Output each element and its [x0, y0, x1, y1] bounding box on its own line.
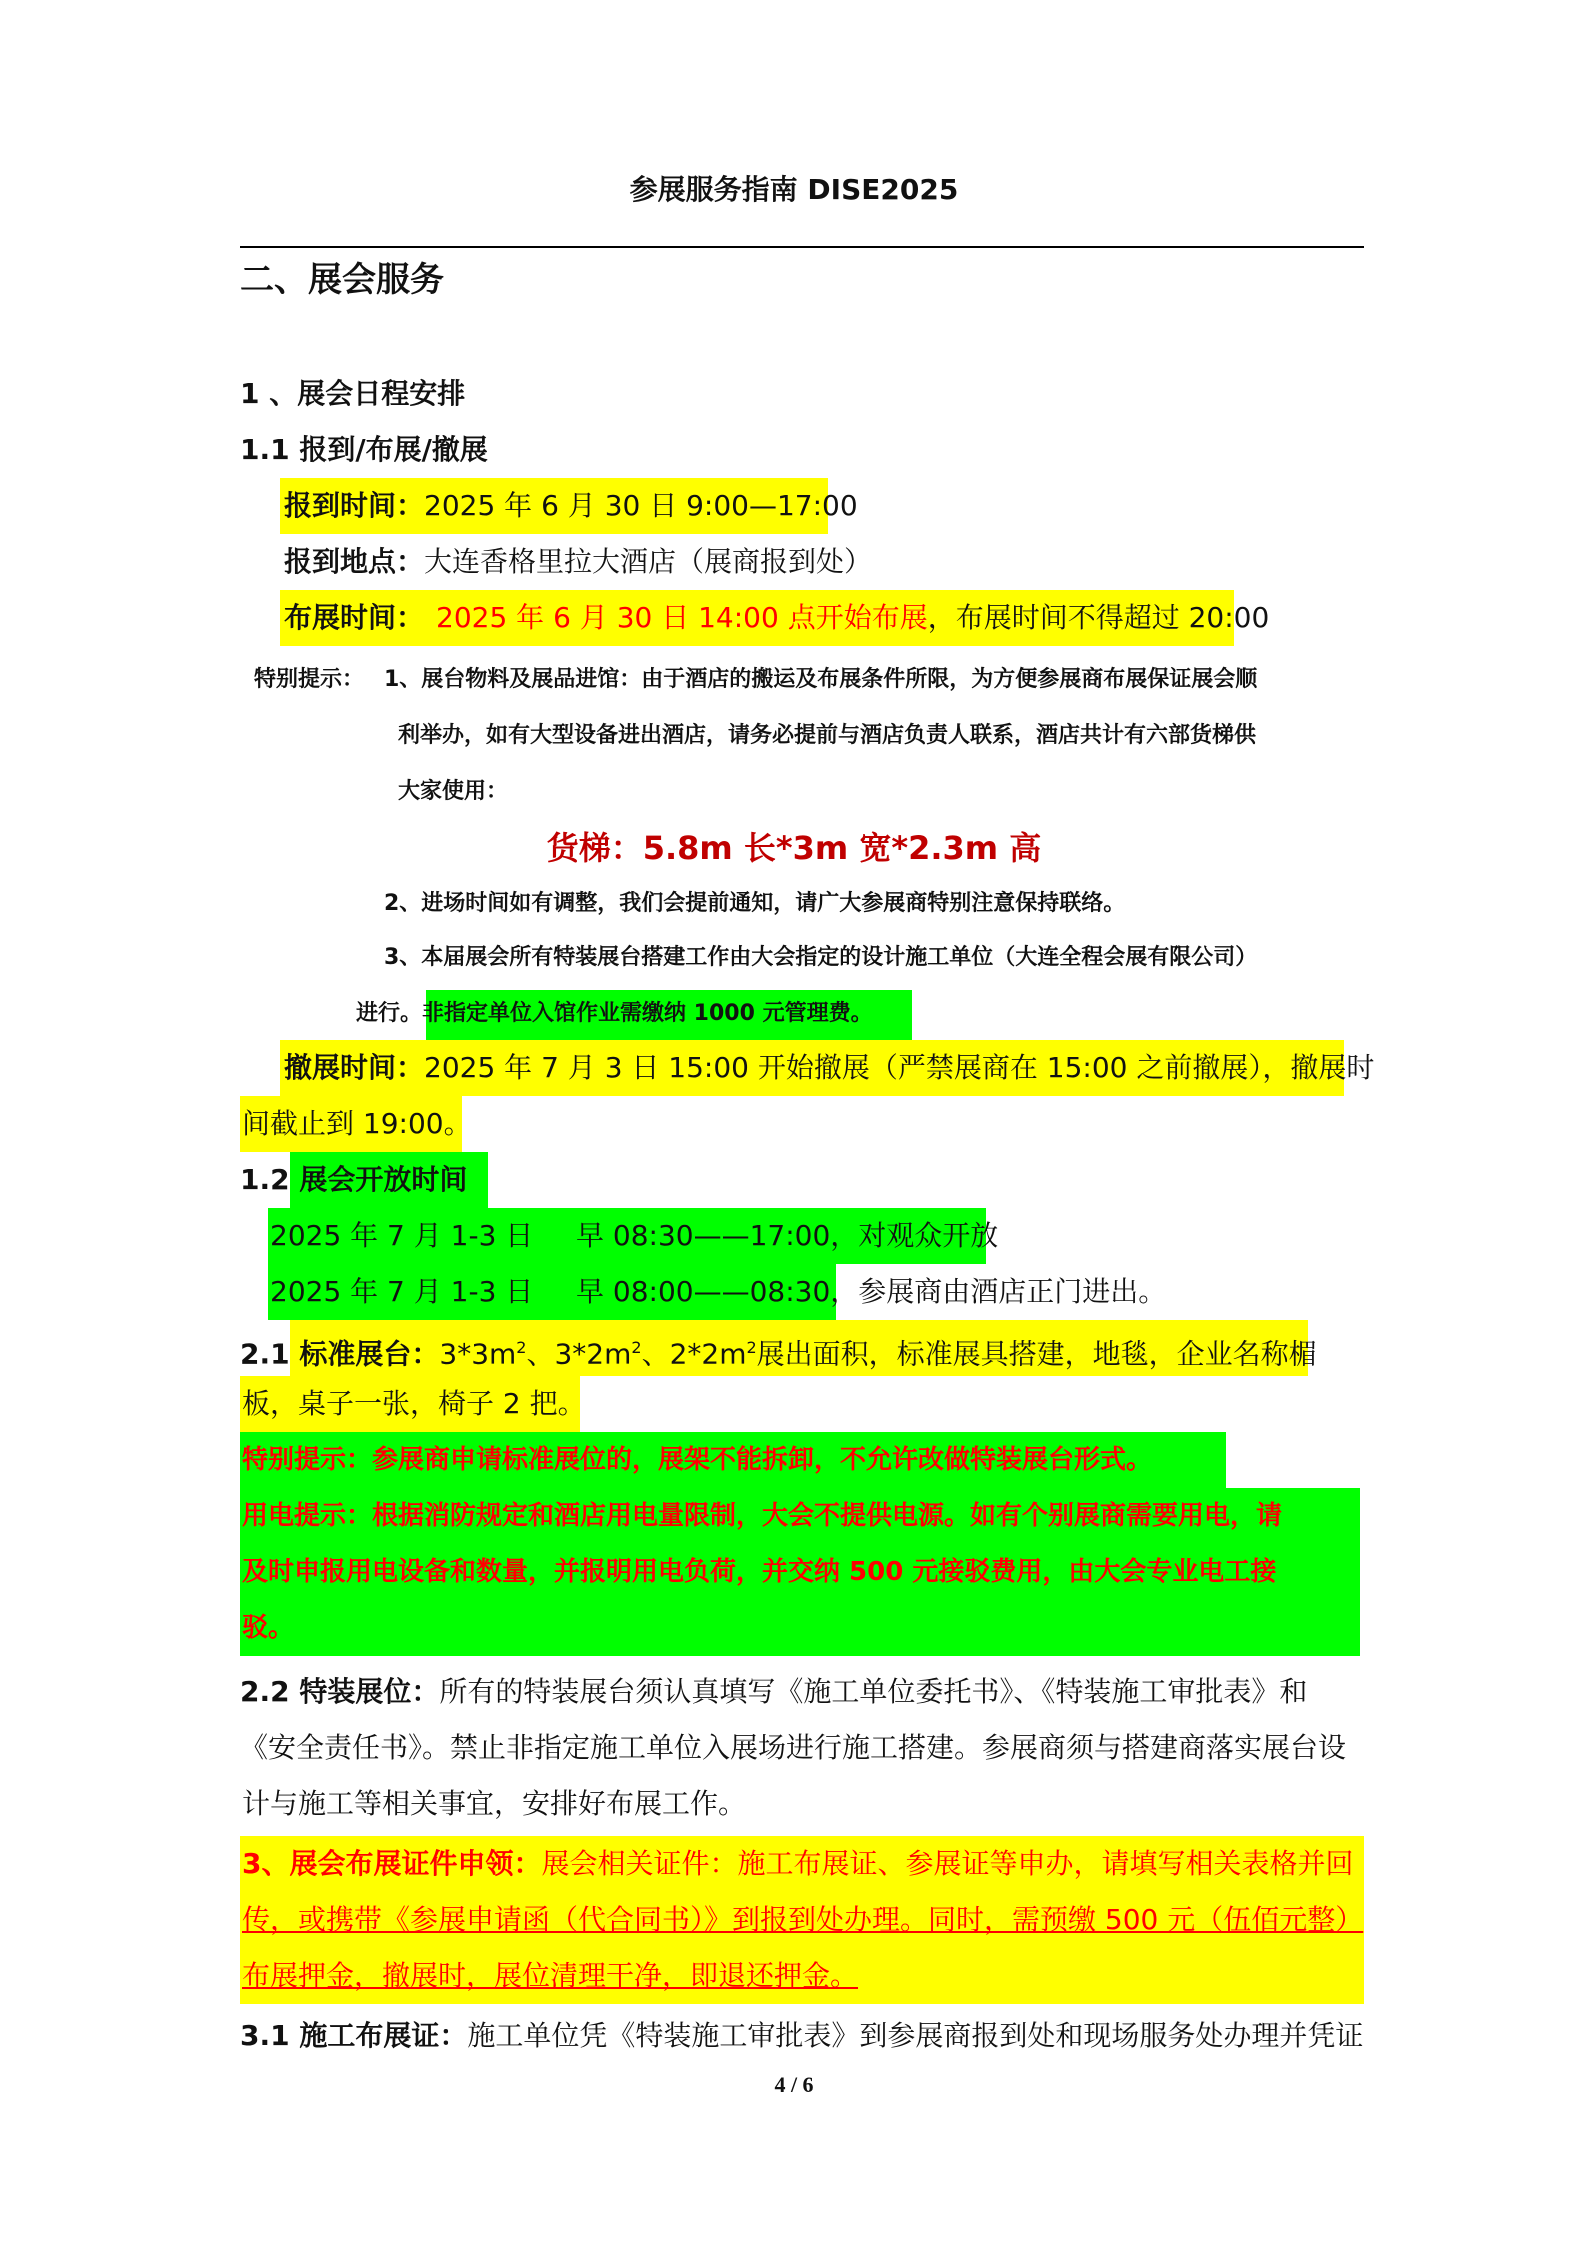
notice-2: 2、进场时间如有调整，我们会提前通知，请广大参展商特别注意保持联络。 — [384, 891, 1126, 916]
standard-booth-label: 标准展台： — [299, 1337, 440, 1371]
open-hours-row-2-time: 早 08:00——08:30， — [576, 1275, 859, 1308]
notice-3-line-1: 3、本届展会所有特装展台搭建工作由大会指定的设计施工单位（大连全程会展有限公司） — [384, 945, 1258, 970]
superscript-2-a: 2 — [516, 1338, 527, 1357]
notice-3-line-2-b: 非指定单位入馆作业需缴纳 1000 元管理费。 — [422, 1001, 873, 1026]
standard-booth-area-b: 、3*2m — [526, 1337, 632, 1371]
teardown-line-2: 间截止到 19:00。 — [242, 1107, 472, 1140]
standard-booth-line-1 — [240, 1320, 1317, 1376]
superscript-2-c: 2 — [746, 1338, 757, 1357]
special-booth-line-1 — [240, 1664, 1307, 1720]
open-hours-row-2 — [576, 1264, 1166, 1320]
notice-3-line-2-a: 进行。 — [356, 1001, 423, 1026]
credentials-line-2: 传，或携带《参展申请函（代合同书）》到报到处办理。同时，需预缴 500 元（伍佰元整） — [242, 1903, 1364, 1936]
standard-booth-num: 2.1 — [240, 1337, 300, 1371]
setup-time-value: 2025 年 6 月 30 日 14:00 点开始布展 — [436, 601, 928, 634]
notice-label: 特别提示： — [254, 667, 365, 692]
subsection-1-2-title — [240, 1152, 467, 1208]
superscript-2-b: 2 — [631, 1338, 642, 1357]
page-number: 4 / 6 — [774, 2072, 814, 2097]
power-notice-line-2: 及时申报用电设备和数量，并报明用电负荷，并交纳 500 元接驳费用，由大会专业电工接 — [242, 1557, 1277, 1587]
open-hours-row-1-time: 早 08:30——17:00，对观众开放 — [576, 1219, 999, 1252]
open-hours-row-1-date: 2025 年 7 月 1-3 日 — [270, 1219, 534, 1252]
checkin-place-line — [284, 534, 872, 590]
construction-pass-label: 3.1 施工布展证： — [240, 2019, 468, 2052]
credentials-line-1 — [242, 1836, 1354, 1892]
setup-time-label: 布展时间： — [284, 601, 425, 634]
checkin-time-label: 报到时间： — [284, 489, 425, 522]
teardown-value: 2025 年 7 月 3 日 15:00 开始撤展（严禁展商在 15:00 之前撤展），撤展时 — [424, 1051, 1375, 1084]
standard-booth-area-d: 展出面积，标准展具搭建，地毯，企业名称楣 — [756, 1337, 1317, 1371]
teardown-line-1 — [284, 1040, 1374, 1096]
subsection-1-2-num: 1.2 — [240, 1163, 300, 1196]
standard-booth-area-a: 3*3m — [439, 1337, 517, 1371]
special-booth-label: 2.2 特装展位： — [240, 1675, 440, 1708]
open-hours-row-2-rest: 参展商由酒店正门进出。 — [858, 1275, 1167, 1308]
subsection-1-1-title: 1.1 报到/布展/撤展 — [240, 433, 488, 466]
teardown-label: 撤展时间： — [284, 1051, 425, 1084]
special-booth-text-1: 所有的特装展台须认真填写《施工单位委托书》、《特装施工审批表》和 — [439, 1675, 1308, 1708]
checkin-place-label: 报到地点： — [284, 545, 425, 578]
special-notice-standard-booth: 特别提示：参展商申请标准展位的，展架不能拆卸，不允许改做特装展台形式。 — [242, 1445, 1153, 1475]
special-booth-line-3: 计与施工等相关事宜，安排好布展工作。 — [242, 1787, 747, 1820]
standard-booth-line-2: 板，桌子一张，椅子 2 把。 — [242, 1387, 586, 1420]
power-notice-line-1: 用电提示：根据消防规定和酒店用电量限制，大会不提供电源。如有个别展商需要用电，请 — [242, 1501, 1283, 1531]
credentials-line-3: 布展押金，撤展时，展位清理干净，即退还押金。 — [242, 1959, 859, 1992]
construction-pass-text-1: 施工单位凭《特装施工审批表》到参展商报到处和现场服务处办理并凭证 — [467, 2019, 1364, 2052]
notice-1-line-2: 利举办，如有大型设备进出酒店，请务必提前与酒店负责人联系，酒店共计有六部货梯供 — [398, 723, 1257, 748]
checkin-time-value: 2025 年 6 月 30 日 9:00—17:00 — [424, 489, 858, 522]
section-title: 二、展会服务 — [240, 260, 444, 300]
notice-3-line-2 — [356, 994, 873, 1034]
notice-1-line-1: 1、展台物料及展品进馆：由于酒店的搬运及布展条件所限，为方便参展商布展保证展会顺 — [384, 667, 1258, 692]
subsection-1-title: 1 、展会日程安排 — [240, 377, 466, 410]
setup-time-line — [284, 590, 1269, 646]
document-header-title: 参展服务指南 DISE2025 — [629, 173, 959, 206]
open-hours-row-2-date: 2025 年 7 月 1-3 日 — [270, 1275, 534, 1308]
construction-pass-line-1 — [240, 2008, 1363, 2064]
credentials-label: 3、展会布展证件申领： — [242, 1847, 542, 1880]
setup-time-rest: ，布展时间不得超过 20:00 — [927, 601, 1270, 634]
special-booth-line-2: 《安全责任书》。禁止非指定施工单位入展场进行施工搭建。参展商须与搭建商落实展台设 — [240, 1731, 1347, 1764]
subsection-1-2-label: 展会开放时间 — [299, 1163, 468, 1196]
checkin-place-value: 大连香格里拉大酒店（展商报到处） — [424, 545, 873, 578]
power-notice-line-3: 驳。 — [242, 1613, 295, 1643]
credentials-text-1: 展会相关证件：施工布展证、参展证等申办，请填写相关表格并回 — [541, 1847, 1354, 1880]
checkin-time-line — [284, 478, 858, 534]
header-divider — [240, 246, 1364, 248]
elevator-dimensions: 货梯：5.8m 长*3m 宽*2.3m 高 — [546, 829, 1042, 867]
notice-1-line-3: 大家使用： — [398, 779, 509, 804]
standard-booth-area-c: 、2*2m — [641, 1337, 747, 1371]
